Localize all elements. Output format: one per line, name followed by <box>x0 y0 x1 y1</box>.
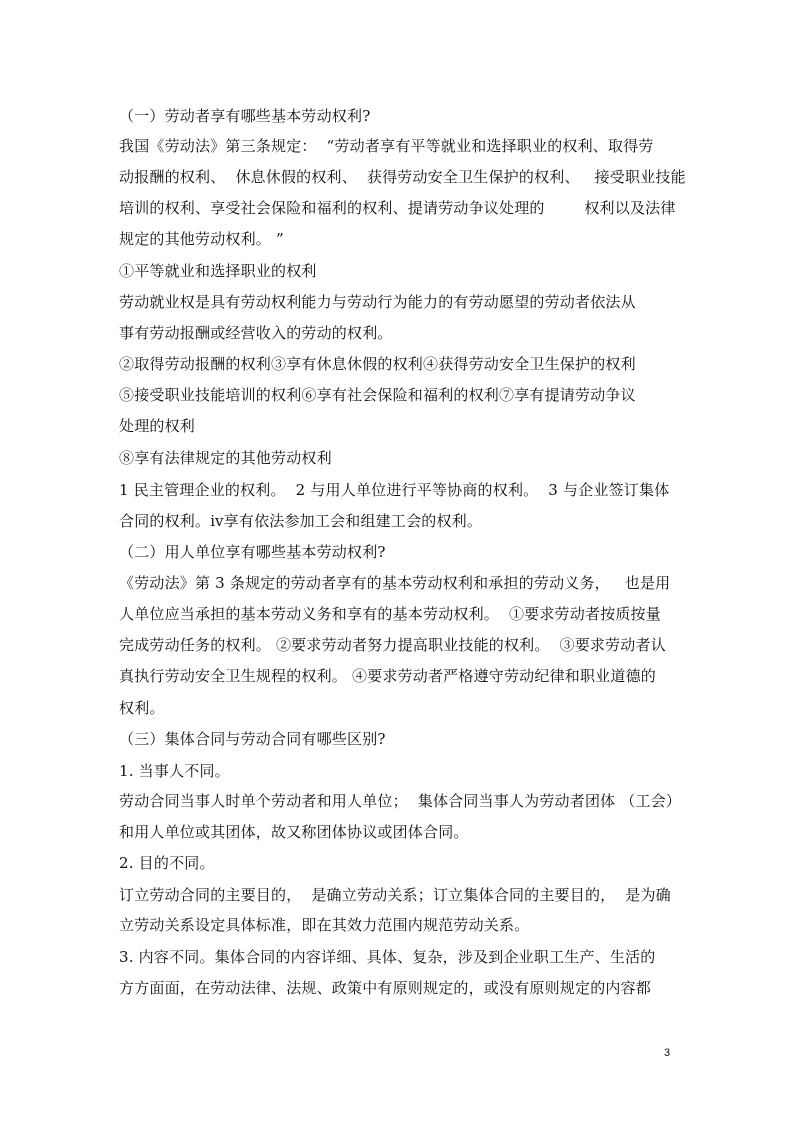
paragraph-line: 订立劳动合同的主要目的， 是确立劳动关系；订立集体合同的主要目的， 是为确 <box>119 886 671 904</box>
paragraph-line: 劳动就业权是具有劳动权利能力与劳动行为能力的有劳动愿望的劳动者依法从 <box>119 293 636 311</box>
paragraph-line: 完成劳动任务的权利。 ②要求劳动者努力提高职业技能的权利。 ③要求劳动者认 <box>119 636 666 654</box>
list-item: ⑧享有法律规定的其他劳动权利 <box>119 449 332 467</box>
page-number: 3 <box>664 1047 671 1059</box>
paragraph-line: 方方面面，在劳动法律、法规、政策中有原则规定的，或没有原则规定的内容都 <box>119 979 652 997</box>
paragraph-line: 真执行劳动安全卫生规程的权利。 ④要求劳动者严格遵守劳动纪律和职业道德的 <box>119 667 656 685</box>
paragraph-line: 人单位应当承担的基本劳动义务和享有的基本劳动权利。 ①要求劳动者按质按量 <box>119 605 661 623</box>
paragraph-line: 和用人单位或其团体，故又称团体协议或团体合同。 <box>119 823 469 841</box>
paragraph-line: 1 民主管理企业的权利。 2 与用人单位进行平等协商的权利。 3 与企业签订集体 <box>119 481 670 499</box>
list-item: ①平等就业和选择职业的权利 <box>119 262 317 280</box>
paragraph-line: 我国《劳动法》第三条规定： “劳动者享有平等就业和选择职业的权利、取得劳 <box>119 137 654 155</box>
paragraph-line: 合同的权利。ⅳ享有依法参加工会和组建工会的权利。 <box>119 512 483 530</box>
paragraph-line: 事有劳动报酬或经营收入的劳动的权利。 <box>119 324 393 342</box>
list-item: ⑤接受职业技能培训的权利⑥享有社会保险和福利的权利⑦享有提请劳动争议 <box>119 386 636 404</box>
section-heading-3: （三）集体合同与劳动合同有哪些区别? <box>119 730 386 748</box>
section-heading-1: （一）劳动者享有哪些基本劳动权利? <box>119 107 371 125</box>
list-item: 处理的权利 <box>119 417 196 435</box>
paragraph-line: 权利。 <box>119 699 165 717</box>
numbered-heading: 2. 目的不同。 <box>119 854 215 872</box>
paragraph-line: 劳动合同当事人时单个劳动者和用人单位； 集体合同当事人为劳动者团体 （工会） <box>119 792 682 810</box>
paragraph-line: 培训的权利、享受社会保险和福利的权利、提请劳动争议处理的 权利以及法律 <box>119 199 676 217</box>
paragraph-line: 3. 内容不同。集体合同的内容详细、具体、复杂，涉及到企业职工生产、生活的 <box>119 948 656 966</box>
paragraph-line: 规定的其他劳动权利。 ” <box>119 230 284 248</box>
list-item: ②取得劳动报酬的权利③享有休息休假的权利④获得劳动安全卫生保护的权利 <box>119 355 636 373</box>
numbered-heading: 1. 当事人不同。 <box>119 762 230 780</box>
paragraph-line: 动报酬的权利、 休息休假的权利、 获得劳动安全卫生保护的权利、 接受职业技能 <box>119 168 686 186</box>
section-heading-2: （二）用人单位享有哪些基本劳动权利? <box>119 543 386 561</box>
paragraph-line: 立劳动关系设定具体标准，即在其效力范围内规范劳动关系。 <box>119 916 530 934</box>
paragraph-line: 《劳动法》第 3 条规定的劳动者享有的基本劳动权利和承担的劳动义务， 也是用 <box>119 574 671 592</box>
